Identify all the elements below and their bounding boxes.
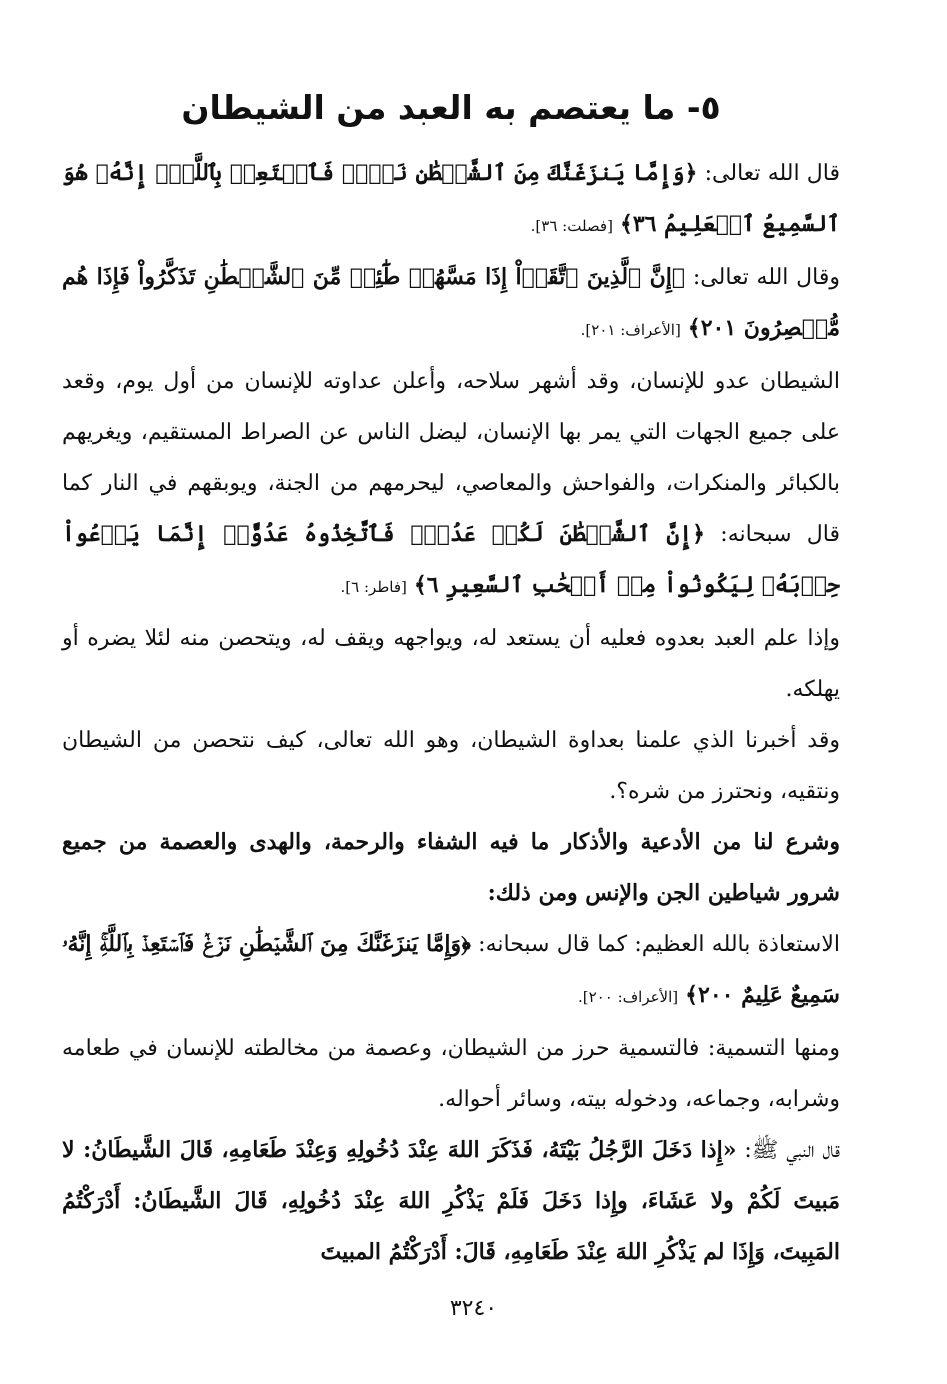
verse-reference-2: [الأعراف: ٢٠١]. — [580, 321, 681, 339]
quran-verse-2: ﴿إِنَّ ٱلَّذِينَ ٱتَّقَوۡاْ إِذَا مَسَّهُمۡ طَٰٓئِفٞ مِّنَ ٱلشَّيۡطَٰنِ تَذَكَّرُواْ فَإِذَا هُم مُّبۡصِرُونَ ٢٠١﴾ — [62, 264, 840, 341]
quran-verse-4: ﴿وَإِمَّا يَنزَغَنَّكَ مِنَ ٱلشَّيۡطَٰنِ نَزۡغٞ فَٱسۡتَعِذۡ بِٱللَّهِۚ إِنَّهُۥ سَمِيعٌ عَلِيمٌ ٢٠٠﴾ — [62, 931, 840, 1008]
quran-verse-1: ﴿وَإِمَّا يَنزَغَنَّكَ مِنَ ٱلشَّيۡطَٰنِ نَزۡغٞ فَٱسۡتَعِذۡ بِٱللَّهِۖ إِنَّهُۥ هُوَ ٱلسَّمِيعُ ٱلۡعَلِيمُ ٣٦﴾ — [62, 160, 840, 237]
paragraph-2-intro: وقال الله تعالى: — [685, 265, 840, 290]
hadith-text: «إِذا دَخَلَ الرَّجُلُ بَيْتَهُ، فَذَكَرَ اللهَ عِنْدَ دُخُولِهِ وَعِنْدَ طَعَامِهِ، قَالَ الشَّيطَانُ: لا مَبيتَ لَكُمْ ولا عَشَاءَ، وإِذا دَخَلَ فَلَمْ يَذْكُرِ اللهَ عِنْدَ دُخُولِهِ، قَالَ الشَّيطَانُ: أَدْرَكْتُمُ المَبِيتَ، وَإِذَا لم يَذْكُرِ اللهَ عِنْدَ طَعَامِهِ، قَالَ: أَدْرَكْتُمُ المبيتَ — [62, 1137, 840, 1265]
paragraph-7-intro: الاستعاذة بالله العظيم: كما قال سبحانه: — [470, 932, 841, 957]
paragraph-9-intro: قال النبي ﷺ: — [736, 1138, 840, 1163]
page-body — [62, 78, 840, 1278]
paragraph-6: وشرع لنا من الأدعية والأذكار ما فيه الشفاء والرحمة، والهدى والعصمة من جميع شرور شياطين الجن والإنس ومن ذلك: — [62, 829, 840, 906]
paragraph-8: ومنها التسمية: فالتسمية حرز من الشيطان، وعصمة من مخالطته للإنسان في طعامه وشرابه، وجماعه، ودخوله بيته، وسائر أحواله. — [62, 1036, 840, 1112]
paragraph-5: وقد أخبرنا الذي علمنا بعداوة الشيطان، وهو الله تعالى، كيف نتحصن من الشيطان ونتقيه، ونحترز من شره؟. — [62, 728, 840, 804]
paragraph-3 — [62, 356, 840, 613]
verse-reference-4: [الأعراف: ٢٠٠]. — [578, 988, 679, 1006]
paragraph-2 — [62, 252, 840, 356]
paragraph-3-text: الشيطان عدو للإنسان، وقد أشهر سلاحه، وأعلن عداوته للإنسان من أول يوم، وقعد على جميع الجهات التي يمر بها الإنسان، ليضل الناس عن الصراط المستقيم، ويغريهم بالكبائر والمنكرات، والفواحش والمعاصي، ليحرمهم من الجنة، ويوبقهم في النار كما قال سبحانه: — [62, 369, 841, 547]
paragraph-7 — [62, 919, 840, 1023]
verse-reference-1: [فصلت: ٣٦]. — [530, 217, 613, 235]
quran-verse-3: ﴿إِنَّ ٱلشَّيۡطَٰنَ لَكُمۡ عَدُوّٞ فَٱتَّخِذُوهُ عَدُوًّاۚ إِنَّمَا يَدۡعُواْ حِزۡبَهُۥ لِيَكُونُواْ مِنۡ أَصۡحَٰبِ ٱلسَّعِيرِ ٦﴾ — [62, 521, 840, 598]
paragraph-4: وإذا علم العبد بعدوه فعليه أن يستعد له، ويواجهه ويقف له، ويتحصن منه لئلا يضره أو يهلكه. — [62, 626, 840, 702]
paragraph-1-intro: قال الله تعالى: — [697, 161, 840, 186]
paragraph-1 — [62, 148, 840, 252]
paragraph-9 — [62, 1125, 840, 1278]
section-title: ٥- ما يعتصم به العبد من الشيطان — [181, 88, 721, 127]
verse-reference-3: [فاطر: ٦]. — [340, 578, 407, 596]
page-number: ٣٢٤٠ — [449, 1296, 498, 1321]
